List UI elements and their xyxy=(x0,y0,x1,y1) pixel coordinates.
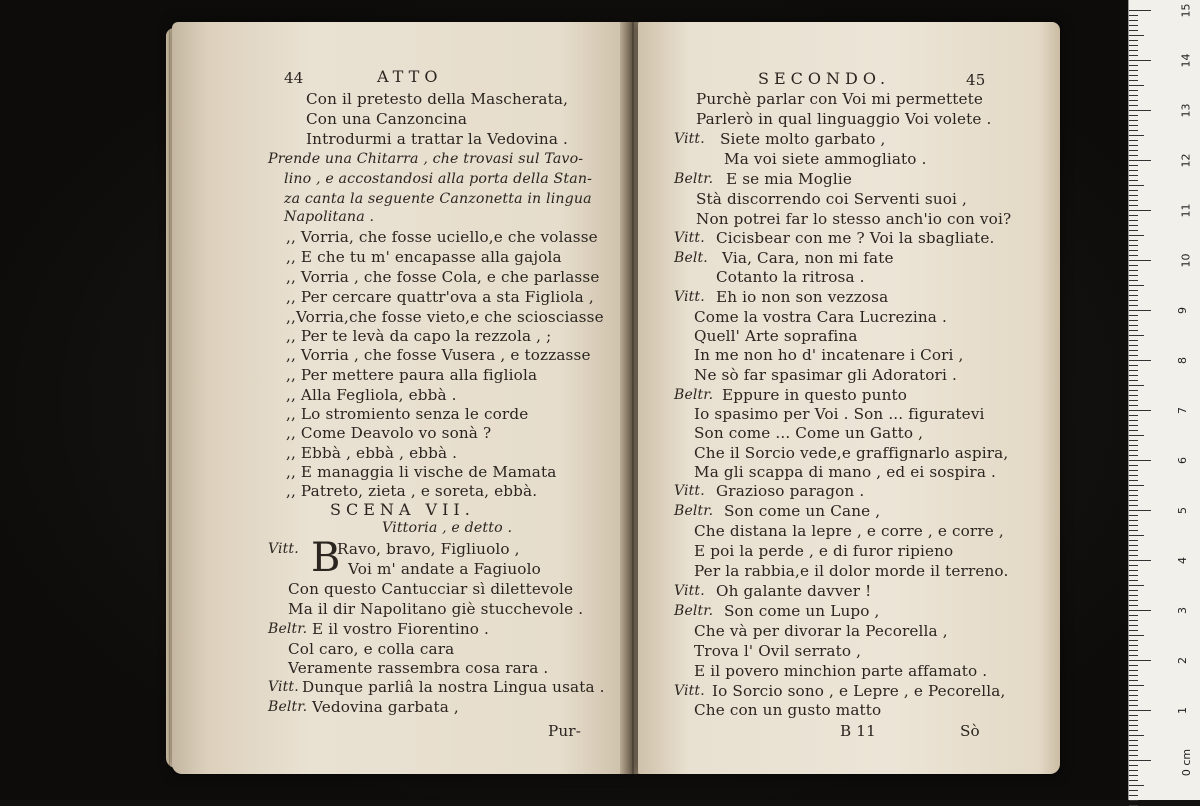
ruler-tick xyxy=(1129,430,1138,431)
ruler-tick xyxy=(1129,390,1138,391)
speaker-label: Vitt. xyxy=(268,679,299,695)
ruler-tick xyxy=(1129,540,1138,541)
speaker-label: Beltr. xyxy=(674,603,714,619)
drop-cap: B xyxy=(311,535,341,581)
ruler-tick xyxy=(1129,345,1138,346)
ruler-tick xyxy=(1129,45,1138,46)
ruler-tick xyxy=(1129,305,1138,306)
ruler-tick xyxy=(1129,75,1138,76)
ruler-tick xyxy=(1129,365,1138,366)
ruler-tick xyxy=(1129,20,1138,21)
ruler-tick xyxy=(1129,575,1138,576)
ruler-label: 13 xyxy=(1179,103,1193,118)
ruler-tick xyxy=(1129,25,1138,26)
ruler-label: 11 xyxy=(1179,203,1193,218)
ruler-tick xyxy=(1129,650,1138,651)
text-line: Come la vostra Cara Lucrezina . xyxy=(694,308,947,326)
ruler-tick xyxy=(1129,185,1144,186)
ruler-tick xyxy=(1129,210,1151,211)
ruler-tick xyxy=(1129,735,1144,736)
text-line: Ma gli scappa di mano , ed ei sospira . xyxy=(694,463,996,481)
speaker-label: Beltr. xyxy=(268,621,308,637)
text-line: Eh io non son vezzosa xyxy=(716,288,889,306)
speaker-label: Vitt. xyxy=(674,131,705,147)
text-line: Eppure in questo punto xyxy=(722,386,908,404)
ruler-tick xyxy=(1129,670,1138,671)
ruler-tick xyxy=(1129,160,1151,161)
open-book xyxy=(172,12,1060,782)
stage-direction-line: lino , e accostandosi alla porta della Stan- xyxy=(284,171,593,187)
ruler-tick xyxy=(1129,450,1138,451)
ruler-tick xyxy=(1129,585,1144,586)
ruler-tick xyxy=(1129,350,1138,351)
running-header-right: SECONDO. xyxy=(758,69,891,88)
ruler-tick xyxy=(1129,90,1138,91)
ruler-tick xyxy=(1129,705,1138,706)
text-line: Ma voi siete ammogliato . xyxy=(724,150,927,168)
ruler-tick xyxy=(1129,570,1138,571)
ruler-tick xyxy=(1129,800,1138,801)
song-line: ,, Alla Fegliola, ebbà . xyxy=(286,386,457,404)
ruler-label: 10 xyxy=(1179,253,1193,268)
ruler-tick xyxy=(1129,145,1138,146)
ruler-tick xyxy=(1129,530,1138,531)
ruler-tick xyxy=(1129,590,1138,591)
speaker-label: Beltr. xyxy=(674,387,714,403)
text-line: E se mia Moglie xyxy=(726,170,853,188)
ruler-tick xyxy=(1129,455,1138,456)
ruler-tick xyxy=(1129,615,1138,616)
ruler-tick xyxy=(1129,475,1138,476)
text-line: Veramente rassembra cosa rara . xyxy=(288,659,549,677)
text-line: Ne sò far spasimar gli Adoratori . xyxy=(694,366,957,384)
ruler-tick xyxy=(1129,335,1144,336)
stage-direction-line: Prende una Chitarra , che trovasi sul Tavo- xyxy=(268,151,584,167)
ruler-label: 2 xyxy=(1176,657,1189,664)
text-line: Io Sorcio sono , e Lepre , e Pecorella, xyxy=(712,682,1006,700)
text-line: Che con un gusto matto xyxy=(694,701,882,719)
scene-heading: SCENA VII. xyxy=(330,500,475,519)
song-line: ,, Per mettere paura alla figliola xyxy=(286,366,538,384)
ruler-tick xyxy=(1129,490,1138,491)
ruler-tick xyxy=(1129,500,1138,501)
ruler-tick xyxy=(1129,595,1138,596)
speaker-label: Beltr. xyxy=(674,503,714,519)
speaker-label: Vitt. xyxy=(674,289,705,305)
ruler-tick xyxy=(1129,660,1151,661)
speaker-label: Vitt. xyxy=(674,583,705,599)
ruler-label: 8 xyxy=(1176,357,1189,364)
song-line: ,, Ebbà , ebbà , ebbà . xyxy=(286,444,458,462)
text-line: Vedovina garbata , xyxy=(312,698,459,716)
ruler-tick xyxy=(1129,665,1138,666)
running-header-left: ATTO xyxy=(377,67,443,86)
ruler-tick xyxy=(1129,15,1138,16)
ruler-tick xyxy=(1129,60,1151,61)
text-line: Che il Sorcio vede,e graffignarlo aspira, xyxy=(694,444,1009,462)
ruler-tick xyxy=(1129,235,1144,236)
ruler-tick xyxy=(1129,285,1144,286)
ruler-tick xyxy=(1129,165,1138,166)
ruler-tick xyxy=(1129,330,1138,331)
page-number-left: 44 xyxy=(284,69,304,87)
song-line: ,,Vorria,che fosse vieto,e che sciosciasse xyxy=(286,308,604,326)
ruler-tick xyxy=(1129,555,1138,556)
song-line: ,, Lo stromiento senza le corde xyxy=(286,405,529,423)
scene-characters: Vittoria , e detto . xyxy=(382,520,513,536)
ruler-tick xyxy=(1129,245,1138,246)
ruler-tick xyxy=(1129,85,1144,86)
text-line: Purchè parlar con Voi mi permettete xyxy=(696,90,984,108)
ruler-tick xyxy=(1129,250,1138,251)
text-line: Via, Cara, non mi fate xyxy=(722,249,894,267)
ruler-tick xyxy=(1129,770,1138,771)
ruler-tick xyxy=(1129,370,1138,371)
ruler-tick xyxy=(1129,560,1151,561)
text-line: Cotanto la ritrosa . xyxy=(716,268,865,286)
ruler-tick xyxy=(1129,155,1138,156)
song-line: ,, Vorria , che fosse Vusera , e tozzasse xyxy=(286,346,591,364)
ruler-tick xyxy=(1129,730,1138,731)
ruler-tick xyxy=(1129,340,1138,341)
ruler-tick xyxy=(1129,725,1138,726)
ruler-tick xyxy=(1129,255,1138,256)
ruler-tick xyxy=(1129,215,1138,216)
ruler-tick xyxy=(1129,470,1138,471)
ruler-tick xyxy=(1129,645,1138,646)
ruler-tick xyxy=(1129,695,1138,696)
ruler-tick xyxy=(1129,300,1138,301)
song-line: ,, Per te levà da capo la rezzola , ; xyxy=(286,327,552,345)
ruler-tick xyxy=(1129,95,1138,96)
ruler-tick xyxy=(1129,505,1138,506)
text-line: Ma il dir Napolitano giè stucchevole . xyxy=(288,600,584,618)
ruler-tick xyxy=(1129,325,1138,326)
ruler-tick xyxy=(1129,550,1138,551)
song-line: ,, E managgia li vische de Mamata xyxy=(286,463,557,481)
text-line: Trova l' Ovil serrato , xyxy=(694,642,862,660)
text-line: Voi m' andate a Fagiuolo xyxy=(348,560,541,578)
ruler-tick xyxy=(1129,690,1138,691)
ruler-tick xyxy=(1129,10,1151,11)
ruler-tick xyxy=(1129,135,1144,136)
ruler-tick xyxy=(1129,120,1138,121)
ruler-tick xyxy=(1129,415,1138,416)
song-line: ,, Per cercare quattr'ova a sta Figliola , xyxy=(286,288,594,306)
ruler-label: 0 cm xyxy=(1180,748,1194,777)
ruler-tick xyxy=(1129,115,1138,116)
ruler-tick xyxy=(1129,170,1138,171)
text-line: Quell' Arte soprafina xyxy=(694,327,858,345)
ruler-tick xyxy=(1129,240,1138,241)
ruler-tick xyxy=(1129,175,1138,176)
speaker-label: Vitt. xyxy=(268,541,299,557)
ruler-tick xyxy=(1129,795,1138,796)
ruler-tick xyxy=(1129,520,1138,521)
ruler-tick xyxy=(1129,680,1138,681)
ruler-tick xyxy=(1129,195,1138,196)
ruler-tick xyxy=(1129,600,1138,601)
song-line: ,, E che tu m' encapasse alla gajola xyxy=(286,248,562,266)
ruler-tick xyxy=(1129,125,1138,126)
measuring-ruler xyxy=(1128,0,1200,800)
ruler-tick xyxy=(1129,715,1138,716)
ruler-tick xyxy=(1129,675,1138,676)
text-line: Son come ... Come un Gatto , xyxy=(694,424,924,442)
page-number-right: 45 xyxy=(966,71,986,89)
speaker-label: Vitt. xyxy=(674,230,705,246)
ruler-tick xyxy=(1129,130,1138,131)
ruler-tick xyxy=(1129,280,1138,281)
ruler-tick xyxy=(1129,640,1138,641)
ruler-tick xyxy=(1129,775,1138,776)
text-line: Cicisbear con me ? Voi la sbagliate. xyxy=(716,229,995,247)
ruler-tick xyxy=(1129,260,1151,261)
ruler-tick xyxy=(1129,50,1138,51)
text-line: Ravo, bravo, Figliuolo , xyxy=(337,540,520,558)
song-line: ,, Come Deavolo vo sonà ? xyxy=(286,424,492,442)
ruler-tick xyxy=(1129,100,1138,101)
ruler-tick xyxy=(1129,290,1138,291)
ruler-label: 14 xyxy=(1179,53,1193,68)
ruler-tick xyxy=(1129,110,1151,111)
ruler-tick xyxy=(1129,205,1138,206)
text-line: Oh galante davver ! xyxy=(716,582,872,600)
ruler-tick xyxy=(1129,785,1144,786)
text-line: Che distana la lepre , e corre , e corre , xyxy=(694,522,1004,540)
ruler-tick xyxy=(1129,440,1138,441)
ruler-tick xyxy=(1129,580,1138,581)
text-line: Dunque parliâ la nostra Lingua usata . xyxy=(302,678,605,696)
text-line: Che và per divorar la Pecorella , xyxy=(694,622,948,640)
ruler-tick xyxy=(1129,710,1151,711)
ruler-tick xyxy=(1129,465,1138,466)
ruler-tick xyxy=(1129,270,1138,271)
ruler-tick xyxy=(1129,480,1138,481)
text-line: Con il pretesto della Mascherata, xyxy=(306,90,569,108)
ruler-tick xyxy=(1129,740,1138,741)
ruler-tick xyxy=(1129,35,1144,36)
ruler-tick xyxy=(1129,295,1138,296)
ruler-label: 4 xyxy=(1176,557,1189,564)
ruler-tick xyxy=(1129,355,1138,356)
stage-direction-line: Napolitana . xyxy=(284,209,375,225)
ruler-tick xyxy=(1129,70,1138,71)
ruler-tick xyxy=(1129,190,1138,191)
song-line: ,, Patreto, zieta , e soreta, ebbà. xyxy=(286,482,538,500)
ruler-tick xyxy=(1129,400,1138,401)
ruler-tick xyxy=(1129,220,1138,221)
ruler-tick xyxy=(1129,510,1151,511)
ruler-tick xyxy=(1129,395,1138,396)
ruler-tick xyxy=(1129,545,1138,546)
text-line: E il povero minchion parte affamato . xyxy=(694,662,988,680)
speaker-label: Belt. xyxy=(674,250,708,266)
ruler-tick xyxy=(1129,630,1138,631)
ruler-tick xyxy=(1129,635,1144,636)
ruler-label: 9 xyxy=(1176,307,1189,314)
ruler-label: 15 xyxy=(1179,3,1193,18)
ruler-tick xyxy=(1129,225,1138,226)
song-line: ,, Vorria , che fosse Cola, e che parlasse xyxy=(286,268,600,286)
ruler-tick xyxy=(1129,765,1138,766)
ruler-tick xyxy=(1129,610,1151,611)
text-line: Son come un Lupo , xyxy=(724,602,880,620)
text-line: E poi la perde , e di furor ripieno xyxy=(694,542,954,560)
speaker-label: Beltr. xyxy=(674,171,714,187)
text-line: Con una Canzoncina xyxy=(306,110,468,128)
ruler-tick xyxy=(1129,535,1144,536)
ruler-tick xyxy=(1129,55,1138,56)
catchword: Pur- xyxy=(548,722,581,740)
ruler-tick xyxy=(1129,790,1138,791)
signature-mark: B 11 xyxy=(840,722,876,740)
ruler-tick xyxy=(1129,375,1138,376)
text-line: Io spasimo per Voi . Son ... figuratevi xyxy=(694,405,985,423)
ruler-tick xyxy=(1129,625,1138,626)
text-line: Introdurmi a trattar la Vedovina . xyxy=(306,130,568,148)
ruler-tick xyxy=(1129,780,1138,781)
ruler-tick xyxy=(1129,700,1138,701)
speaker-label: Beltr. xyxy=(268,699,308,715)
ruler-tick xyxy=(1129,655,1138,656)
ruler-tick xyxy=(1129,230,1138,231)
ruler-tick xyxy=(1129,320,1138,321)
ruler-tick xyxy=(1129,515,1138,516)
ruler-tick xyxy=(1129,605,1138,606)
ruler-tick xyxy=(1129,525,1138,526)
ruler-tick xyxy=(1129,310,1151,311)
text-line: Stà discorrendo coi Serventi suoi , xyxy=(696,190,968,208)
ruler-tick xyxy=(1129,105,1138,106)
ruler-tick xyxy=(1129,150,1138,151)
ruler-label: 1 xyxy=(1176,707,1189,714)
ruler-tick xyxy=(1129,460,1151,461)
ruler-label: 6 xyxy=(1176,457,1189,464)
ruler-tick xyxy=(1129,265,1138,266)
text-line: Grazioso paragon . xyxy=(716,482,865,500)
text-line: Col caro, e colla cara xyxy=(288,640,455,658)
text-line: Siete molto garbato , xyxy=(720,130,886,148)
ruler-tick xyxy=(1129,485,1144,486)
ruler-tick xyxy=(1129,620,1138,621)
ruler-tick xyxy=(1129,380,1138,381)
ruler-tick xyxy=(1129,275,1138,276)
text-line: E il vostro Fiorentino . xyxy=(312,620,490,638)
ruler-tick xyxy=(1129,140,1138,141)
right-page xyxy=(638,22,1060,774)
ruler-label: 12 xyxy=(1179,153,1193,168)
ruler-tick xyxy=(1129,720,1138,721)
ruler-tick xyxy=(1129,685,1144,686)
left-page xyxy=(172,22,628,774)
ruler-label: 3 xyxy=(1176,607,1189,614)
ruler-tick xyxy=(1129,315,1138,316)
text-line: Parlerò in qual linguaggio Voi volete . xyxy=(696,110,992,128)
text-line: Per la rabbia,e il dolor morde il terreno. xyxy=(694,562,1009,580)
ruler-tick xyxy=(1129,180,1138,181)
ruler-tick xyxy=(1129,360,1151,361)
text-line: Non potrei far lo stesso anch'io con voi? xyxy=(696,210,1012,228)
ruler-tick xyxy=(1129,30,1138,31)
ruler-tick xyxy=(1129,425,1138,426)
ruler-tick xyxy=(1129,410,1151,411)
ruler-tick xyxy=(1129,760,1151,761)
text-line: Son come un Cane , xyxy=(724,502,881,520)
text-line: Con questo Cantucciar sì dilettevole xyxy=(288,580,574,598)
ruler-label: 5 xyxy=(1176,507,1189,514)
speaker-label: Vitt. xyxy=(674,683,705,699)
ruler-tick xyxy=(1129,385,1144,386)
ruler-tick xyxy=(1129,80,1138,81)
ruler-tick xyxy=(1129,200,1138,201)
ruler-tick xyxy=(1129,435,1144,436)
ruler-tick xyxy=(1129,420,1138,421)
ruler-tick xyxy=(1129,445,1138,446)
ruler-tick xyxy=(1129,65,1138,66)
stage-direction-line: za canta la seguente Canzonetta in lingua xyxy=(284,191,592,207)
ruler-tick xyxy=(1129,750,1138,751)
ruler-tick xyxy=(1129,40,1138,41)
ruler-tick xyxy=(1129,745,1138,746)
ruler-tick xyxy=(1129,495,1138,496)
song-line: ,, Vorria, che fosse uciello,e che volasse xyxy=(286,228,598,246)
text-line: In me non ho d' incatenare i Cori , xyxy=(694,346,964,364)
speaker-label: Vitt. xyxy=(674,483,705,499)
catchword: Sò xyxy=(960,722,980,740)
ruler-tick xyxy=(1129,565,1138,566)
ruler-tick xyxy=(1129,405,1138,406)
ruler-label: 7 xyxy=(1176,407,1189,414)
ruler-tick xyxy=(1129,755,1138,756)
